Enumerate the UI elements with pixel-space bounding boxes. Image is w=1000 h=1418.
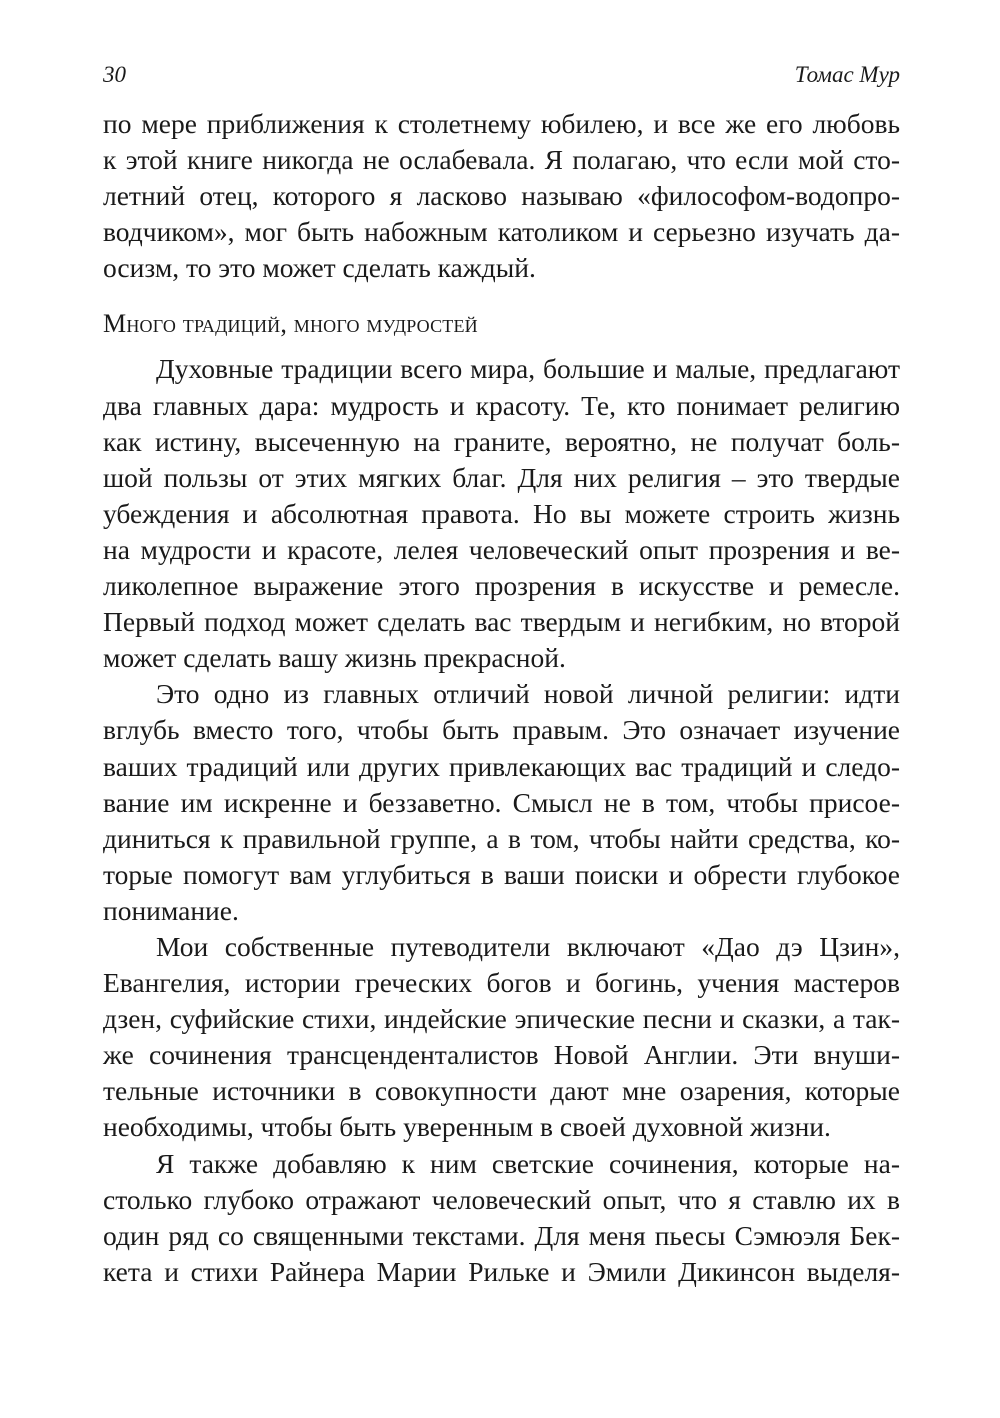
text-line: к этой книге никогда не ослабевала. Я полагаю, что если мой сто-	[103, 144, 900, 176]
text-line: кета и стихи Райнера Марии Рильке и Эмили Дикинсон выделя-	[103, 1255, 900, 1287]
text-line: же сочинения трансценденталистов Новой Англии. Эти внуши-	[103, 1039, 900, 1071]
text-line: столько глубоко отражают человеческий опыт, что я ставлю их в	[103, 1183, 900, 1215]
text-line: Евангелия, истории греческих богов и богинь, учения мастеров	[103, 967, 900, 999]
paragraph-4	[103, 1146, 900, 1290]
text-line: Первый подход может сделать вас твердым и негибким, но второй	[103, 606, 900, 638]
paragraph-3	[103, 929, 900, 1146]
text-line: один ряд со священными текстами. Для меня пьесы Сэмюэля Бек-	[103, 1219, 900, 1251]
text-line: Мои собственные путеводители включают «Дао дэ Цзин»,	[156, 930, 900, 962]
body-text	[103, 106, 900, 1290]
text-line: как истину, высеченную на граните, вероятно, не получат боль-	[103, 425, 900, 457]
text-line: диниться к правильной группе, а в том, чтобы найти средства, ко-	[103, 822, 900, 854]
text-line: Духовные традиции всего мира, большие и малые, предлагают	[156, 353, 900, 385]
text-line: убеждения и абсолютная правота. Но вы можете строить жизнь	[103, 497, 900, 529]
text-line: Я также добавляю к ним светские сочинения, которые на-	[156, 1147, 900, 1179]
text-line: необходимы, чтобы быть уверенным в своей духовной жизни.	[103, 1111, 831, 1143]
text-line: на мудрости и красоте, лелея человеческий опыт прозрения и ве-	[103, 533, 900, 565]
text-line: торые помогут вам углубиться в ваши поиски и обрести глубокое	[103, 858, 900, 890]
text-line: ваших традиций или других привлекающих вас традиций и следо-	[103, 750, 900, 782]
text-line: по мере приближения к столетнему юбилею, и все же его любовь	[103, 108, 900, 139]
text-line: ликолепное выражение этого прозрения в искусстве и ремесле.	[103, 570, 900, 602]
text-line: водчиком», мог быть набожным католиком и серьезно изучать да-	[103, 216, 900, 248]
text-line: может сделать вашу жизнь прекрасной.	[103, 642, 566, 674]
text-line: летний отец, которого я ласково называю «философом-водопро-	[103, 180, 900, 212]
book-page	[103, 62, 900, 1290]
text-line: дзен, суфийские стихи, индейские эпические песни и сказки, а так-	[103, 1003, 900, 1035]
text-line: тельные источники в совокупности дают мне озарения, которые	[103, 1075, 900, 1107]
text-line: два главных дара: мудрость и красоту. Те, кто понимает религию	[103, 389, 900, 421]
running-head	[103, 62, 900, 106]
text-line: шой пользы от этих мягких благ. Для них религия – это твердые	[103, 461, 900, 493]
paragraph-2	[103, 676, 900, 929]
running-title-author: Томас Мур	[794, 62, 900, 87]
text-line: вание им искренне и беззаветно. Смысл не в том, чтобы присое-	[103, 786, 900, 818]
text-line: осизм, то это может сделать каждый.	[103, 252, 536, 284]
paragraph-1	[103, 351, 900, 676]
text-line: понимание.	[103, 894, 239, 926]
text-line: Это одно из главных отличий новой личной религии: идти	[156, 678, 900, 710]
text-line: вглубь вместо того, чтобы быть правым. Это означает изучение	[103, 714, 900, 746]
page-number: 30	[103, 62, 126, 87]
section-heading: Много традиций, много мудростей	[103, 309, 478, 339]
paragraph-intro	[103, 106, 900, 286]
